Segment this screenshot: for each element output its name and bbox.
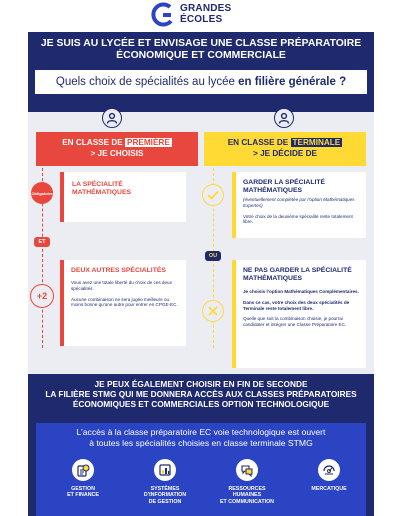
plus-two-label: +2: [36, 291, 48, 301]
drop-math-text2: Dans ce cas, votre choix des deux spécialités de Terminale reste totalement libre.: [243, 299, 350, 311]
info-systems-icon: [154, 459, 176, 481]
stmg-title: [28, 379, 374, 410]
keep-math-note: (éventuellement complétée par l’option Mathématiques Expertes): [243, 197, 355, 208]
page-title-line1: JE SUIS AU LYCÉE ET ENVISAGE UNE CLASSE PRÉPARATOIRE: [40, 38, 362, 49]
domain-finance-label2: ET FINANCE: [67, 492, 99, 499]
domain-finance: [50, 459, 116, 499]
grandes-ecoles-logo: [150, 2, 260, 28]
cross-badge: [202, 300, 224, 322]
math-specialty-card: [60, 172, 186, 222]
domain-hr-communication: [214, 459, 280, 505]
marketing-icon: [318, 459, 340, 481]
finance-icon: [72, 459, 94, 481]
two-specialties-text1: Vous avez une totale liberté du choix de ces deux spécialités.: [71, 280, 172, 291]
page-title-line2: ÉCONOMIQUE ET COMMERCIALE: [116, 50, 286, 61]
drop-math-card: [232, 260, 366, 368]
question-bold: en filière générale ?: [238, 76, 347, 88]
logo-text: [180, 3, 231, 25]
stmg-box: [36, 423, 366, 516]
stmg-intro: [36, 427, 366, 449]
domain-finance-label1: GESTION: [71, 486, 95, 492]
check-badge: [202, 184, 224, 206]
hr-communication-icon: [236, 459, 258, 481]
stmg-intro-line2: à toutes les spécialités choisies en classe terminale STMG: [89, 438, 313, 448]
drop-math-text1: Je choisis l’option Mathématiques Complémentaires.: [243, 289, 359, 294]
premiere-heading-action: > JE CHOISIS: [90, 149, 144, 158]
stmg-band: [28, 374, 374, 516]
logo-line2: ÉCOLES: [180, 14, 223, 25]
keep-math-title: GARDER LA SPÉCIALITÉ MATHÉMATIQUES: [243, 179, 326, 194]
domain-info-systems-label1: SYSTÈMES: [150, 486, 180, 492]
domain-marketing: [296, 459, 362, 492]
terminale-highlight: TERMINALE: [292, 138, 341, 147]
domain-info-systems-label3: DE GESTION: [148, 498, 182, 505]
domain-marketing-label1: MERCATIQUE: [311, 486, 347, 492]
student-icon-right: [274, 108, 294, 128]
domain-hr-label1: RESSOURCES: [228, 486, 266, 492]
stmg-title-line1: JE PEUX ÉGALEMENT CHOISIR EN FIN DE SECONDE: [94, 379, 308, 389]
logo-mark-icon: [150, 2, 174, 28]
premiere-heading: [36, 132, 198, 166]
terminale-heading-prefix: EN CLASSE DE: [227, 138, 289, 147]
mandatory-badge-label: Obligatoire: [31, 190, 53, 196]
domain-hr-label3: ET COMMUNICATION: [219, 498, 275, 505]
stmg-title-line3: ÉCONOMIQUES ET COMMERCIALES OPTION TECHNOLOGIQUE: [72, 399, 330, 410]
logo-line1: GRANDES: [180, 3, 232, 14]
domain-info-systems-label2: D’INFORMATION: [143, 492, 187, 499]
question-prefix: Quels choix de spécialités au lycée: [55, 76, 235, 88]
premiere-highlight: PREMIÈRE: [127, 138, 170, 147]
or-tag-label: OU: [208, 253, 218, 259]
terminale-heading: [204, 132, 366, 166]
cross-icon: [208, 306, 218, 316]
domain-hr-label2: HUMAINES: [232, 492, 262, 499]
drop-math-title: NE PAS GARDER LA SPÉCIALITÉ MATHÉMATIQUES: [243, 267, 352, 282]
student-icon-left: [102, 108, 122, 128]
two-specialties-title: DEUX AUTRES SPÉCIALITÉS: [71, 267, 166, 274]
and-tag: [34, 237, 50, 247]
premiere-heading-prefix: EN CLASSE DE: [62, 138, 123, 147]
stmg-title-line2: LA FILIÈRE STMG QUI ME DONNERA ACCÈS AUX CLASSES PRÉPARATOIRES: [45, 389, 357, 400]
or-tag: [205, 251, 221, 261]
keep-math-text: Votre choix de la deuxième spécialité reste totalement libre.: [243, 213, 353, 225]
choices-panel: [28, 112, 374, 374]
domain-info-systems: [132, 459, 198, 505]
question-banner: [35, 70, 367, 94]
keep-math-card: [232, 172, 366, 238]
plus-two-badge: [30, 284, 54, 308]
two-specialties-text2: Aucune combinaison ne sera jugée meilleure ou moins bonne qu’une autre pour entrer en CPGE-EC.: [71, 296, 178, 308]
math-specialty-title: LA SPÉCIALITÉ MATHÉMATIQUES: [72, 181, 132, 196]
check-icon: [207, 190, 219, 200]
header-band: [28, 32, 374, 112]
terminale-heading-action: > JE DÉCIDE DE: [253, 149, 317, 158]
and-tag-label: ET: [38, 239, 46, 245]
stmg-intro-line1: L’accès à la classe préparatoire EC voie technologique est ouvert: [76, 427, 326, 437]
page-title: [28, 38, 374, 62]
drop-math-text3: Quelle que soit la combinaison choisie, je pourrai candidater et intégrer une Classe Préparatoire EC.: [243, 316, 347, 328]
mandatory-badge: [31, 182, 53, 204]
two-specialties-card: [60, 260, 186, 346]
